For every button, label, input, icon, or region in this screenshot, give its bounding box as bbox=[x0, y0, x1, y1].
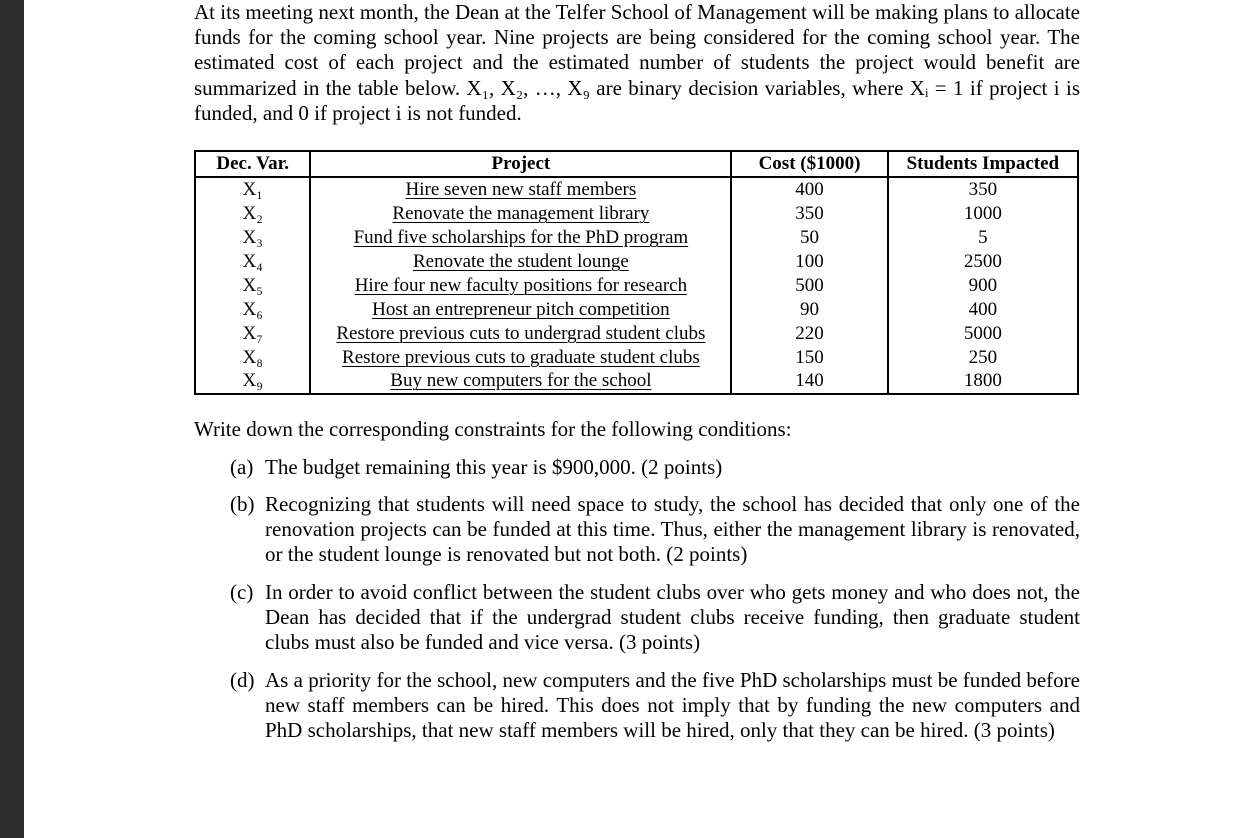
cell-var: X₃ bbox=[195, 226, 310, 250]
cell-project bbox=[310, 321, 731, 345]
condition-label: (d) bbox=[230, 668, 255, 692]
cell-project-text: Host an entrepreneur pitch competition bbox=[372, 298, 670, 320]
cell-project-text: Hire seven new staff members bbox=[405, 179, 637, 201]
cell-project bbox=[310, 297, 731, 321]
cell-project-text: Buy new computers for the school bbox=[390, 370, 652, 392]
document-page bbox=[194, 0, 1080, 742]
header-dec-var: Dec. Var. bbox=[195, 151, 310, 177]
cell-var: X₈ bbox=[195, 345, 310, 369]
condition-c bbox=[230, 580, 1080, 655]
cell-project bbox=[310, 250, 731, 274]
cell-project bbox=[310, 345, 731, 369]
cell-cost: 50 bbox=[731, 226, 887, 250]
cell-students: 1000 bbox=[888, 202, 1078, 226]
cell-project bbox=[310, 273, 731, 297]
cell-students: 1800 bbox=[888, 369, 1078, 394]
table-row bbox=[195, 345, 1078, 369]
header-project: Project bbox=[310, 151, 731, 177]
cell-cost: 400 bbox=[731, 177, 887, 202]
condition-label: (c) bbox=[230, 580, 254, 604]
cell-var: X₂ bbox=[195, 202, 310, 226]
table-row bbox=[195, 177, 1078, 202]
cell-var: X₅ bbox=[195, 273, 310, 297]
table-row bbox=[195, 369, 1078, 394]
table-row bbox=[195, 321, 1078, 345]
cell-students: 900 bbox=[888, 273, 1078, 297]
header-students: Students Impacted bbox=[888, 151, 1078, 177]
cell-cost: 140 bbox=[731, 369, 887, 394]
cell-cost: 100 bbox=[731, 250, 887, 274]
cell-project-text: Hire four new faculty positions for research bbox=[354, 274, 688, 296]
cell-project-text: Restore previous cuts to undergrad student clubs bbox=[336, 322, 706, 344]
cell-project-text: Restore previous cuts to graduate student clubs bbox=[342, 346, 700, 368]
cell-var: X₉ bbox=[195, 369, 310, 394]
cell-cost: 500 bbox=[731, 273, 887, 297]
cell-cost: 220 bbox=[731, 321, 887, 345]
instruction-text: Write down the corresponding constraints for the following conditions: bbox=[194, 417, 792, 441]
cell-project bbox=[310, 369, 731, 394]
condition-b bbox=[230, 492, 1080, 567]
condition-a bbox=[230, 455, 1080, 480]
cell-project-text: Renovate the management library bbox=[392, 203, 650, 225]
table-row bbox=[195, 297, 1078, 321]
cell-var: X₇ bbox=[195, 321, 310, 345]
cell-students: 350 bbox=[888, 177, 1078, 202]
cell-project-text: Fund five scholarships for the PhD program bbox=[353, 227, 689, 249]
cell-project bbox=[310, 202, 731, 226]
table-header-row bbox=[195, 151, 1078, 177]
table-row bbox=[195, 202, 1078, 226]
cell-students: 250 bbox=[888, 345, 1078, 369]
cell-cost: 90 bbox=[731, 297, 887, 321]
condition-d bbox=[230, 668, 1080, 743]
cell-project bbox=[310, 226, 731, 250]
cell-students: 5 bbox=[888, 226, 1078, 250]
cell-var: X₁ bbox=[195, 177, 310, 202]
cell-students: 2500 bbox=[888, 250, 1078, 274]
condition-label: (a) bbox=[230, 455, 254, 479]
cell-var: X₄ bbox=[195, 250, 310, 274]
cell-project bbox=[310, 177, 731, 202]
cell-cost: 350 bbox=[731, 202, 887, 226]
table-row bbox=[195, 273, 1078, 297]
cell-students: 400 bbox=[888, 297, 1078, 321]
header-cost: Cost ($1000) bbox=[731, 151, 887, 177]
condition-text: As a priority for the school, new computers and the five PhD scholarships must be funded before new staff members can be hired. This does not imply that by funding the new computers and PhD scholarships, that new staff members will be hired, only that they can be hired. (3 points) bbox=[265, 668, 1080, 742]
cell-var: X₆ bbox=[195, 297, 310, 321]
table-row bbox=[195, 250, 1078, 274]
cell-cost: 150 bbox=[731, 345, 887, 369]
cell-students: 5000 bbox=[888, 321, 1078, 345]
table-row bbox=[195, 226, 1078, 250]
projects-table bbox=[194, 150, 1079, 395]
cell-project-text: Renovate the student lounge bbox=[412, 251, 629, 272]
condition-label: (b) bbox=[230, 492, 255, 516]
window-left-edge bbox=[0, 0, 24, 838]
condition-text: The budget remaining this year is $900,000. (2 points) bbox=[265, 455, 723, 479]
condition-text: In order to avoid conflict between the student clubs over who gets money and who does not, the Dean has decided that if the undergrad student clubs receive funding, then graduate student clubs must also be funded and vice versa. (3 points) bbox=[265, 580, 1080, 654]
intro-paragraph: At its meeting next month, the Dean at the Telfer School of Management will be making plans to allocate funds for the coming school year. Nine projects are being considered for the coming school year. The estimated cost of each project and the estimated number of students the project would benefit are summarized in the table below. X₁, X₂, …, X₉ are binary decision variables, where Xᵢ = 1 if project i is funded, and 0 if project i is not funded. bbox=[194, 0, 1080, 125]
condition-text: Recognizing that students will need space to study, the school has decided that only one of the renovation projects can be funded at this time. Thus, either the management library is renovated, or the student lounge is renovated but not both. (2 points) bbox=[265, 492, 1080, 566]
